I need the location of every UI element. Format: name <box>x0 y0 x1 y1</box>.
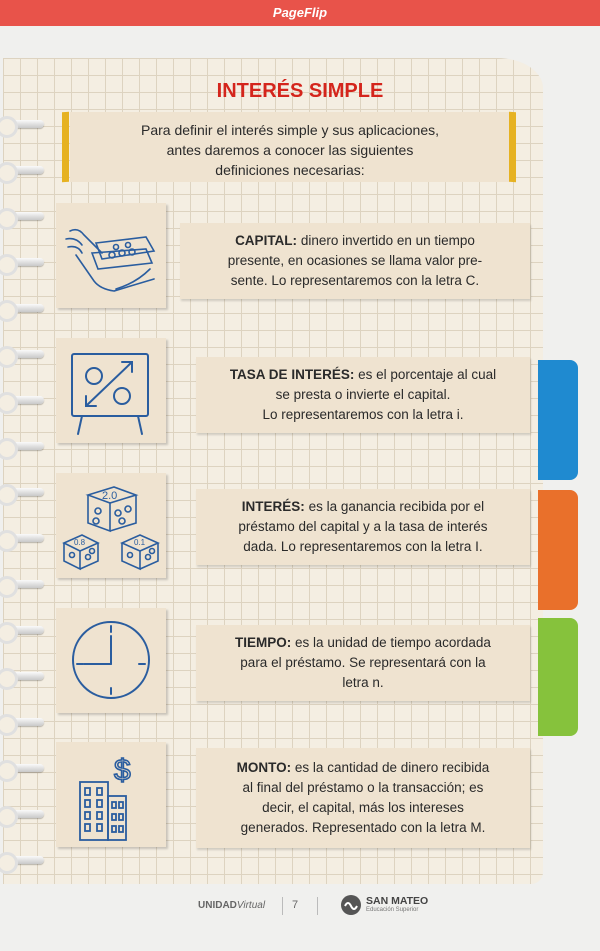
dice-label: 0.8 <box>74 538 86 547</box>
intro-note <box>70 112 510 182</box>
app-title-bar <box>0 0 600 26</box>
spiral-ring <box>0 764 44 772</box>
spiral-ring <box>0 626 44 634</box>
spiral-ring <box>0 488 44 496</box>
divider <box>282 897 283 915</box>
spiral-ring <box>0 718 44 726</box>
intro-text: Para definir el interés simple y sus aplicaciones, antes daremos a conocer las siguientes definiciones necesarias: <box>140 122 440 178</box>
tasa-term: TASA DE INTERÉS: <box>229 367 355 382</box>
monto-term: MONTO: <box>236 760 292 775</box>
interes-icon-card <box>56 473 166 578</box>
section-tab-blue[interactable] <box>538 360 578 480</box>
dice-label: 0.1 <box>134 538 146 547</box>
spiral-ring <box>0 672 44 680</box>
tiempo-icon-card <box>56 608 166 713</box>
page-number: 7 <box>292 899 299 911</box>
brand-name: SAN MATEO <box>366 895 429 907</box>
tiempo-term: TIEMPO: <box>235 635 292 650</box>
spiral-ring <box>0 810 44 818</box>
capital-term: CAPITAL: <box>235 233 298 248</box>
page-title: INTERÉS SIMPLE <box>216 80 384 102</box>
app-title: PageFlip <box>272 5 328 20</box>
money-hand-icon <box>56 203 166 308</box>
interes-term: INTERÉS: <box>241 499 305 514</box>
capital-definition: CAPITAL: dinero invertido en un tiempo presente, en ocasiones se llama valor pre- sente. Lo representaremos con la letra C. <box>180 223 530 299</box>
spiral-ring <box>0 350 44 358</box>
monto-definition: MONTO: es la cantidad de dinero recibida al final del préstamo o la transacción; es decir, el capital, más los intereses generados. Representado con la letra M. <box>196 748 530 848</box>
spiral-ring <box>0 212 44 220</box>
spiral-ring <box>0 442 44 450</box>
tasa-icon-card <box>56 338 166 443</box>
spiral-ring <box>0 258 44 266</box>
dice-label: 2.0 <box>102 490 118 502</box>
divider <box>317 897 318 915</box>
spiral-ring <box>0 304 44 312</box>
interes-definition: INTERÉS: es la ganancia recibida por el préstamo del capital y a la tasa de interés dada. Lo representaremos con la letra I. <box>196 489 530 565</box>
spiral-ring <box>0 580 44 588</box>
clock-icon <box>56 608 166 713</box>
capital-icon-card <box>56 203 166 308</box>
tape-right <box>509 112 516 182</box>
spiral-ring <box>0 166 44 174</box>
spiral-ring <box>0 396 44 404</box>
building-dollar-icon <box>56 742 166 847</box>
svg-text:$: $ <box>114 754 131 787</box>
spiral-ring <box>0 534 44 542</box>
dice-icon <box>56 473 166 578</box>
unidad-virtual-logo: UNIDADVirtual <box>198 900 266 911</box>
tape-left <box>62 112 69 182</box>
tasa-definition: TASA DE INTERÉS: es el porcentaje al cual se presta o invierte el capital. Lo representaremos con la letra i. <box>196 357 530 433</box>
san-mateo-logo-icon <box>340 894 362 916</box>
section-tab-green[interactable] <box>538 618 578 736</box>
spiral-ring <box>0 856 44 864</box>
monto-icon-card <box>56 742 166 847</box>
tiempo-definition: TIEMPO: es la unidad de tiempo acordada para el préstamo. Se representará con la letra n. <box>196 625 530 701</box>
brand-subtitle: Educación Superior <box>366 907 419 913</box>
spiral-ring <box>0 120 44 128</box>
percent-board-icon <box>56 338 166 443</box>
section-tab-orange[interactable] <box>538 490 578 610</box>
page-footer <box>0 893 600 919</box>
